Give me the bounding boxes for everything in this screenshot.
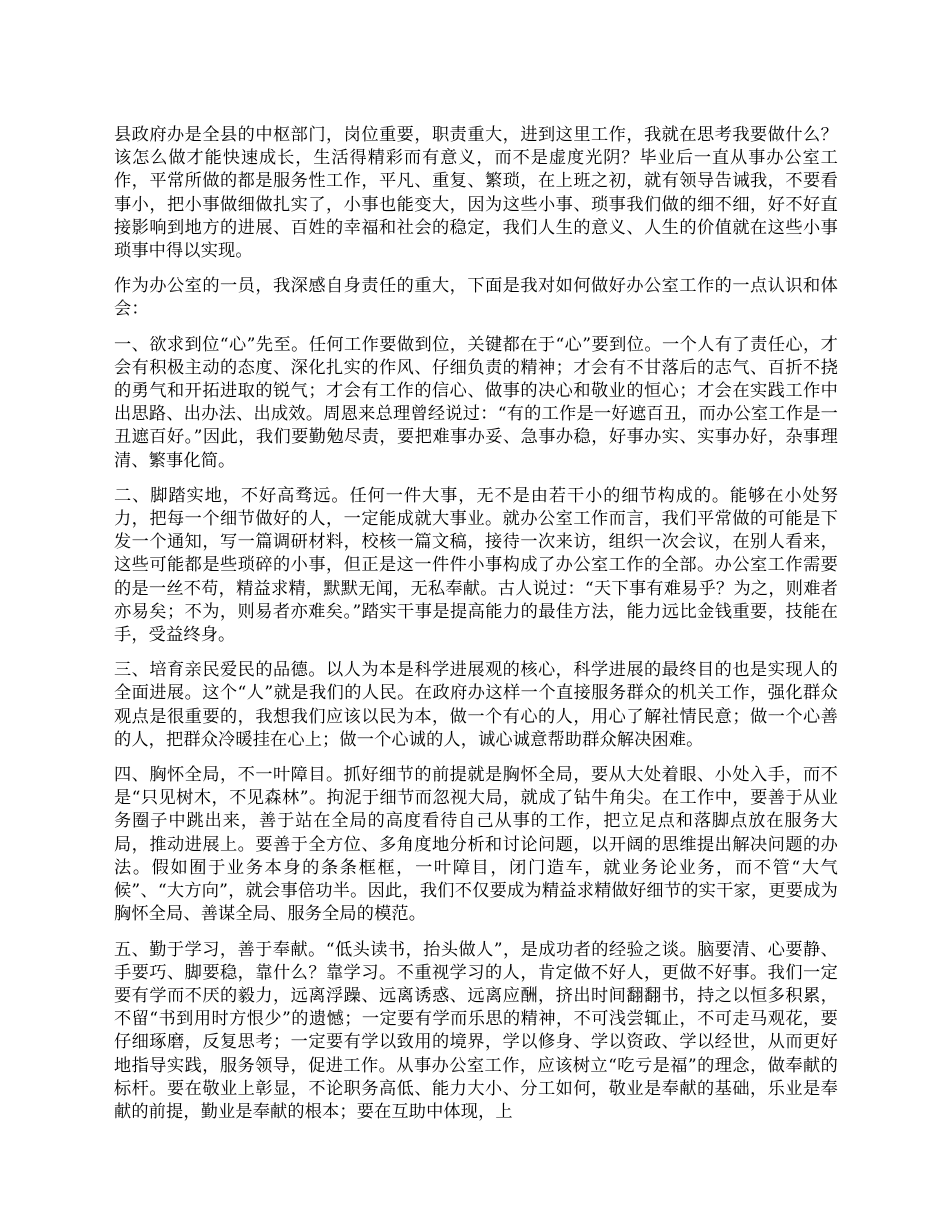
paragraph-point-3: 三、培育亲民爱民的品德。以人为本是科学进展观的核心，科学进展的最终目的也是实现人的全面进展。这个“人”就是我们的人民。在政府办这样一个直接服务群众的机关工作，强化群众观点是很重要的，我想我们应该以民为本，做一个有心的人，用心了解社情民意；做一个心善的人，把群众冷暖挂在心上；做一个心诚的人，诚心诚意帮助群众解决困难。	[114, 660, 838, 750]
paragraph-point-4: 四、胸怀全局，不一叶障目。抓好细节的前提就是胸怀全局，要从大处着眼、小处入手，而不是“只见树木，不见森林”。拘泥于细节而忽视大局，就成了钻牛角尖。在工作中，要善于从业务圈子中跳出来，善于站在全局的高度看待自己从事的工作，把立足点和落脚点放在服务大局，推动进展上。要善于全方位、多角度地分析和讨论问题，以开阔的思维提出解决问题的办法。假如囿于业务本身的条条框框，一叶障目，闭门造车，就业务论业务，而不管“大气候”、“大方向”，就会事倍功半。因此，我们不仅要成为精益求精做好细节的实干家，更要成为胸怀全局、善谋全局、服务全局的模范。	[114, 765, 838, 925]
paragraph-point-5: 五、勤于学习，善于奉献。“低头读书，抬头做人”，是成功者的经验之谈。脑要清、心要静、手要巧、脚要稳，靠什么？靠学习。不重视学习的人，肯定做不好人，更做不好事。我们一定要有学而不厌的毅力，远离浮躁、远离诱惑、远离应酬，挤出时间翻翻书，持之以恒多积累，不留“书到用时方恨少”的遗憾；一定要有学而乐思的精神，不可浅尝辄止，不可走马观花，要仔细琢磨，反复思考；一定要有学以致用的境界，学以修身、学以资政、学以经世，从而更好地指导实践，服务领导，促进工作。从事办公室工作，应该树立“吃亏是福”的理念，做奉献的标杆。要在敬业上彰显，不论职务高低、能力大小、分工如何，敬业是奉献的基础，乐业是奉献的前提，勤业是奉献的根本；要在互助中体现，上	[114, 939, 838, 1122]
paragraph-transition: 作为办公室的一员，我深感自身责任的重大，下面是我对如何做好办公室工作的一点认识和体会：	[114, 276, 838, 320]
paragraph-point-2: 二、脚踏实地，不好高骛远。任何一件大事，无不是由若干小的细节构成的。能够在小处努力，把每一个细节做好的人，一定能成就大事业。就办公室工作而言，我们平常做的可能是下发一个通知，写一篇调研材料，校核一篇文稿，接待一次来访，组织一次会议，在别人看来，这些可能都是些琐碎的小事，但正是这一件件小事构成了办公室工作的全部。办公室工作需要的是一丝不苟，精益求精，默默无闻，无私奉献。古人说过：“天下事有难易乎？为之，则难者亦易矣；不为，则易者亦难矣。”踏实干事是提高能力的最佳方法，能力远比金钱重要，技能在手，受益终身。	[114, 485, 838, 646]
paragraph-intro: 县政府办是全县的中枢部门，岗位重要，职责重大，进到这里工作，我就在思考我要做什么？该怎么做才能快速成长，生活得精彩而有意义，而不是虚度光阴？毕业后一直从事办公室工作，平常所做的都是服务性工作，平凡、重复、繁琐，在上班之初，就有领导告诫我，不要看事小，把小事做细做扎实了，小事也能变大，因为这些小事、琐事我们做的细不细，好不好直接影响到地方的进展、百姓的幸福和社会的稳定，我们人生的意义、人生的价值就在这些小事琐事中得以实现。	[114, 125, 838, 262]
paragraph-point-1: 一、欲求到位“心”先至。任何工作要做到位，关键都在于“心”要到位。一个人有了责任心，才会有积极主动的态度、深化扎实的作风、仔细负责的精神；才会有不甘落后的志气、百折不挠的勇气和开拓进取的锐气；才会有工作的信心、做事的决心和敬业的恒心；才会在实践工作中出思路、出办法、出成效。周恩来总理曾经说过：“有的工作是一好遮百丑，而办公室工作是一丑遮百好。”因此，我们要勤勉尽责，要把难事办妥、急事办稳，好事办实、实事办好，杂事理清、繁事化简。	[114, 334, 838, 471]
document-body	[114, 124, 838, 1136]
